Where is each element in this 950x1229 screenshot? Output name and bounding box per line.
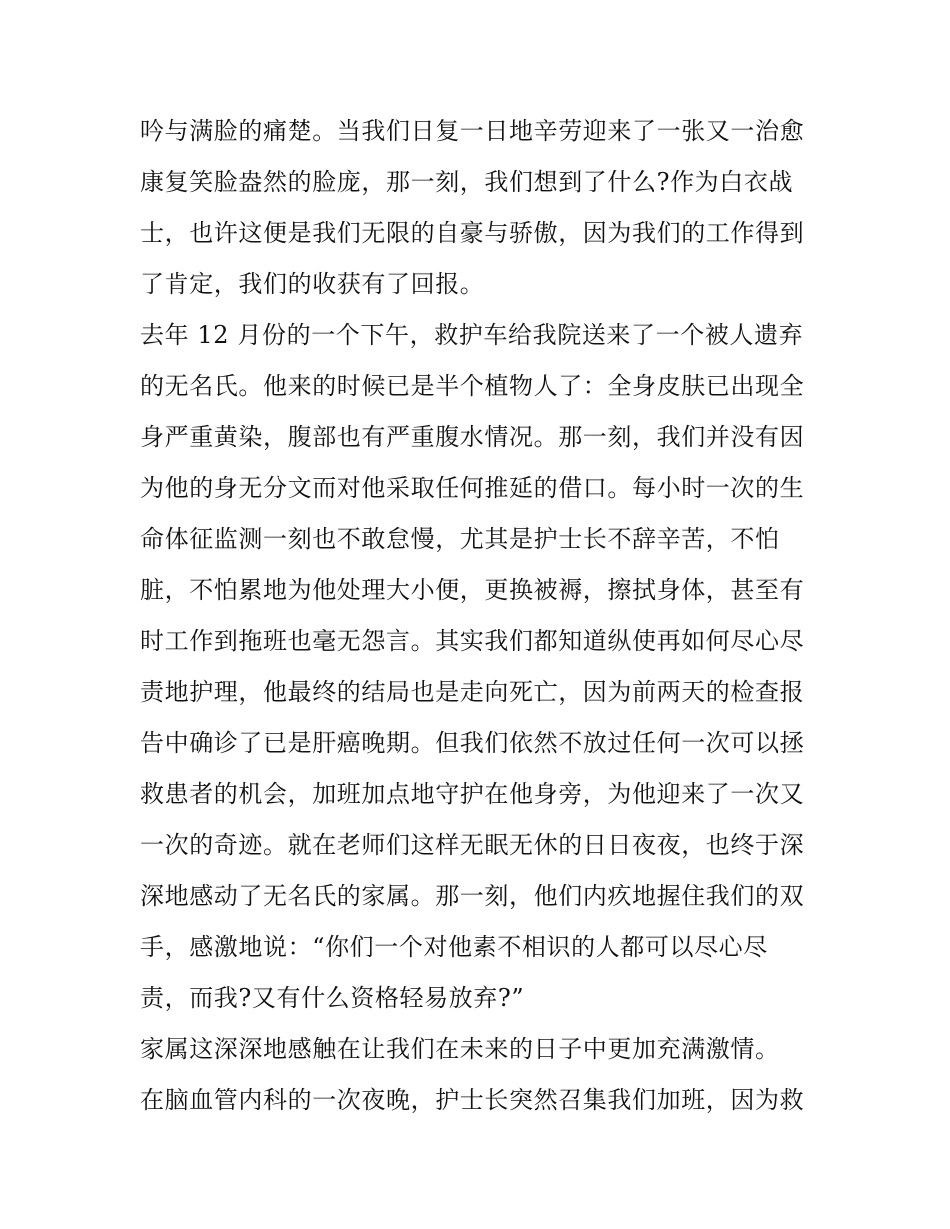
text-line: 手，感激地说：“你们一个对他素不相识的人都可以尽心尽 — [140, 933, 768, 961]
text-line: 命体征监测一刻也不敢怠慢，尤其是护士长不辞辛苦，不怕 — [140, 525, 780, 553]
text-line: 家属这深深地感触在让我们在未来的日子中更加充满激情。 — [140, 1035, 780, 1063]
text-line: 时工作到拖班也毫无怨言。其实我们都知道纵使再如何尽心尽 — [140, 627, 805, 655]
text-line: 士，也许这便是我们无限的自豪与骄傲，因为我们的工作得到 — [140, 219, 805, 247]
text-line: 责地护理，他最终的结局也是走向死亡，因为前两天的检查报 — [140, 678, 805, 706]
text-line: 为他的身无分文而对他采取任何推延的借口。每小时一次的生 — [140, 474, 805, 502]
text-line: 去年 12 月份的一个下午，救护车给我院送来了一个被人遗弃 — [140, 321, 804, 349]
text-line: 康复笑脸盎然的脸庞，那一刻，我们想到了什么?作为白衣战 — [140, 168, 794, 196]
body-text — [140, 106, 820, 1126]
text-line: 深地感动了无名氏的家属。那一刻，他们内疚地握住我们的双 — [140, 882, 805, 910]
text-line: 告中确诊了已是肝癌晚期。但我们依然不放过任何一次可以拯 — [140, 729, 805, 757]
text-line: 了肯定，我们的收获有了回报。 — [140, 270, 485, 298]
text-line: 的无名氏。他来的时候已是半个植物人了：全身皮肤已出现全 — [140, 372, 805, 400]
text-line: 身严重黄染，腹部也有严重腹水情况。那一刻，我们并没有因 — [140, 423, 805, 451]
text-line: 救患者的机会，加班加点地守护在他身旁，为他迎来了一次又 — [140, 780, 805, 808]
text-line: 责，而我?又有什么资格轻易放弃?” — [140, 984, 525, 1012]
text-line: 脏，不怕累地为他处理大小便，更换被褥，擦拭身体，甚至有 — [140, 576, 805, 604]
text-line: 在脑血管内科的一次夜晚，护士长突然召集我们加班，因为救 — [140, 1086, 805, 1114]
text-line: 吟与满脸的痛楚。当我们日复一日地辛劳迎来了一张又一治愈 — [140, 117, 805, 145]
text-line: 一次的奇迹。就在老师们这样无眠无休的日日夜夜，也终于深 — [140, 831, 805, 859]
